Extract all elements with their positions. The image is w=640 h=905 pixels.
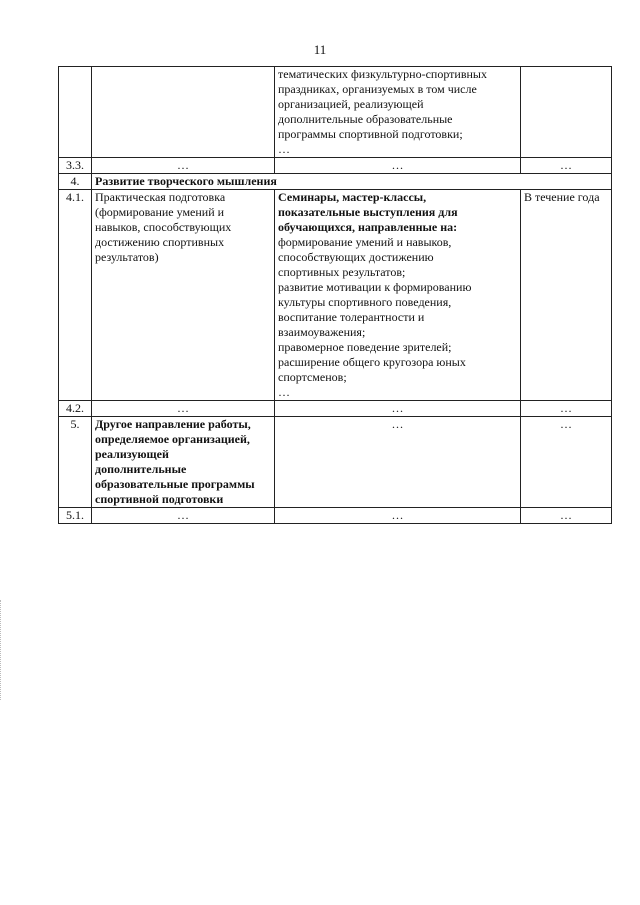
num-cell: 4.2. bbox=[59, 401, 92, 417]
text-line: взаимоуважения; bbox=[278, 325, 366, 339]
table-row-4-2 bbox=[59, 401, 612, 417]
direction-cell bbox=[92, 67, 275, 158]
num-cell: 4.1. bbox=[59, 190, 92, 401]
text-line: результатов) bbox=[95, 250, 159, 264]
activity-cell: … bbox=[275, 401, 521, 417]
num-cell bbox=[59, 67, 92, 158]
text-line: навыков, способствующих bbox=[95, 220, 232, 234]
text-line: способствующих достижению bbox=[278, 250, 434, 264]
text-line: достижению спортивных bbox=[95, 235, 225, 249]
period-cell: … bbox=[521, 417, 612, 508]
text-line: праздниках, организуемых в том числе bbox=[278, 82, 477, 96]
text-line: Практическая подготовка bbox=[95, 190, 226, 204]
section-title: Развитие творческого мышления bbox=[92, 174, 612, 190]
table-row-5-1 bbox=[59, 508, 612, 524]
text-line: расширение общего кругозора юных bbox=[278, 355, 466, 369]
text-line-bold: реализующей bbox=[95, 447, 169, 461]
text-line: … bbox=[278, 385, 290, 399]
text-line: правомерное поведение зрителей; bbox=[278, 340, 452, 354]
text-line-bold: Семинары, мастер-классы, bbox=[278, 190, 427, 204]
text-line-bold: показательные выступления для bbox=[278, 205, 458, 219]
text-line-bold: Другое направление работы, bbox=[95, 417, 251, 431]
activity-cell bbox=[275, 67, 521, 158]
text-line: программы спортивной подготовки; bbox=[278, 127, 463, 141]
text-line: воспитание толерантности и bbox=[278, 310, 425, 324]
text-line: культуры спортивного поведения, bbox=[278, 295, 452, 309]
text-line: дополнительные образовательные bbox=[278, 112, 453, 126]
text-line-bold: определяемое организацией, bbox=[95, 432, 250, 446]
scan-edge-mark bbox=[0, 600, 3, 700]
table-row-4 bbox=[59, 174, 612, 190]
table-row-4-1 bbox=[59, 190, 612, 401]
activity-cell: … bbox=[275, 508, 521, 524]
text-line: формирование умений и навыков, bbox=[278, 235, 452, 249]
num-cell: 5.1. bbox=[59, 508, 92, 524]
plan-table bbox=[58, 66, 612, 524]
text-line: организацией, реализующей bbox=[278, 97, 424, 111]
activity-cell bbox=[275, 190, 521, 401]
period-cell: … bbox=[521, 508, 612, 524]
table-row-5 bbox=[59, 417, 612, 508]
page-number: 11 bbox=[313, 42, 327, 57]
text-line: (формирование умений и bbox=[95, 205, 225, 219]
text-line-bold: обучающихся, направленные на: bbox=[278, 220, 458, 234]
table-row-continued bbox=[59, 67, 612, 158]
text-line-bold: образовательные программы bbox=[95, 477, 255, 491]
period-cell bbox=[521, 67, 612, 158]
period-cell: В течение года bbox=[521, 190, 612, 401]
text-line: спортивных результатов; bbox=[278, 265, 406, 279]
text-line: … bbox=[278, 142, 290, 156]
period-cell: … bbox=[521, 401, 612, 417]
text-line: развитие мотивации к формированию bbox=[278, 280, 472, 294]
direction-cell: … bbox=[92, 508, 275, 524]
text-line-bold: спортивной подготовки bbox=[95, 492, 224, 506]
period-cell: … bbox=[521, 158, 612, 174]
direction-cell bbox=[92, 417, 275, 508]
table-row-3-3 bbox=[59, 158, 612, 174]
text-line: спортсменов; bbox=[278, 370, 347, 384]
direction-cell: … bbox=[92, 401, 275, 417]
num-cell: 5. bbox=[59, 417, 92, 508]
activity-cell: … bbox=[275, 158, 521, 174]
direction-cell: … bbox=[92, 158, 275, 174]
num-cell: 3.3. bbox=[59, 158, 92, 174]
num-cell: 4. bbox=[59, 174, 92, 190]
activity-cell: … bbox=[275, 417, 521, 508]
text-line-bold: дополнительные bbox=[95, 462, 187, 476]
text-line: тематических физкультурно-спортивных bbox=[278, 67, 487, 81]
direction-cell bbox=[92, 190, 275, 401]
